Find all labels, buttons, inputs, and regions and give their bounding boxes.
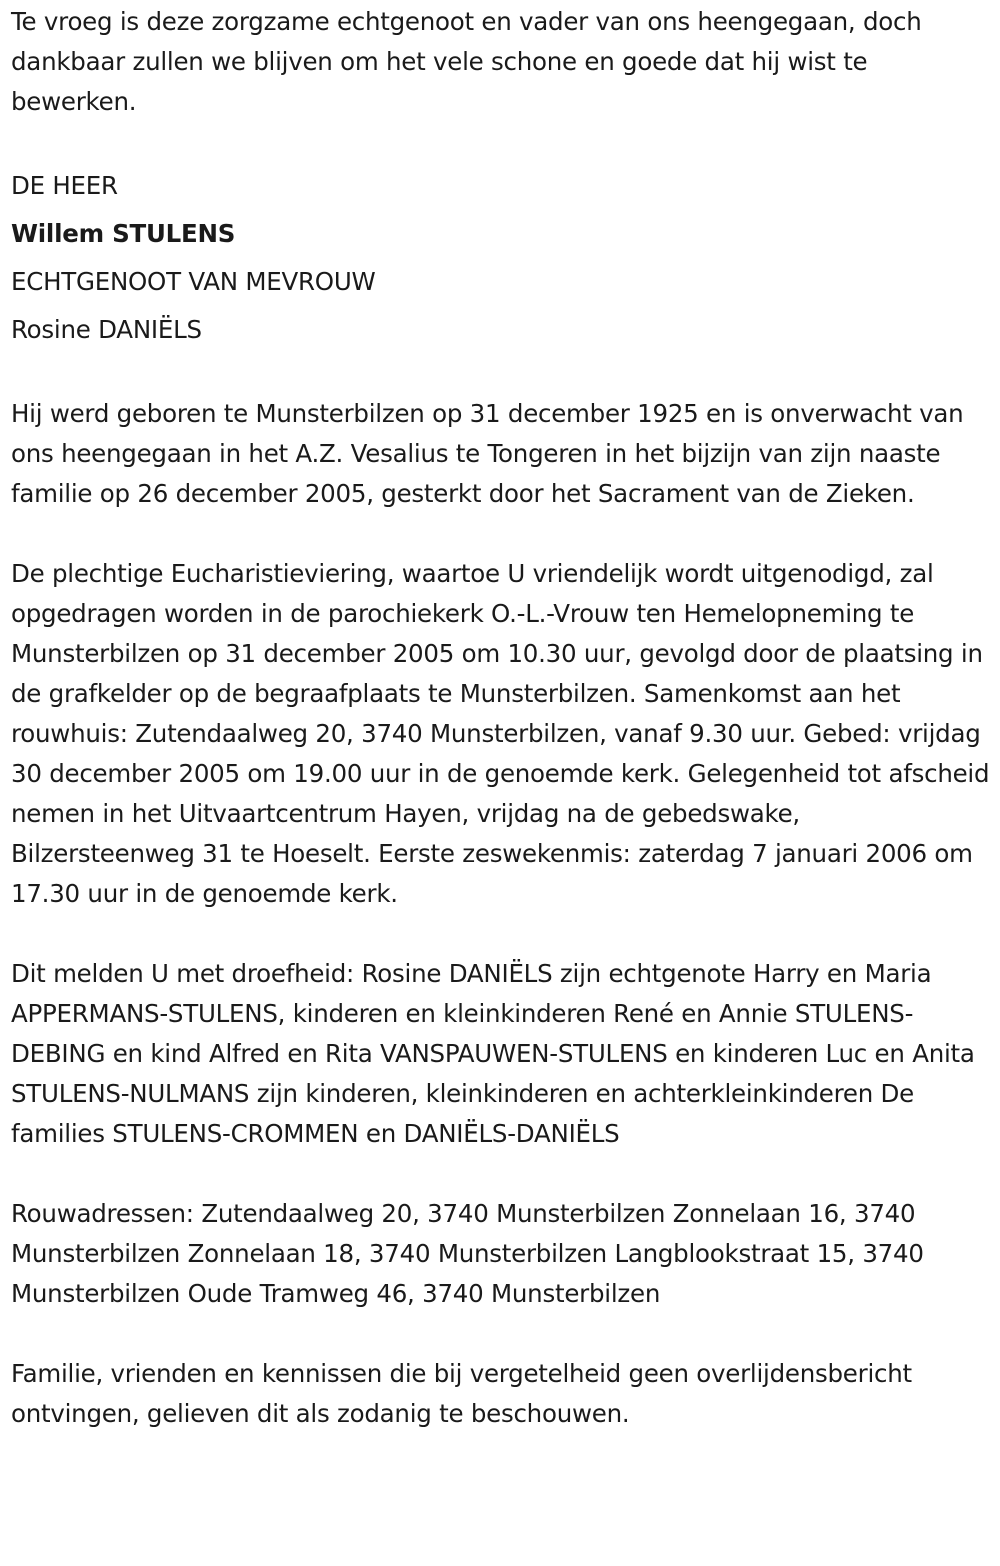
addresses-paragraph: Rouwadressen: Zutendaalweg 20, 3740 Munsterbilzen Zonnelaan 16, 3740 Munsterbilzen Zonnelaan 18, 3740 Munsterbilzen Langblookstraat 15, 3740 Munsterbilzen Oude Tramweg 46, 3740 Munsterbilzen: [11, 1199, 924, 1308]
deceased-name: Willem STULENS: [11, 219, 236, 248]
announcement-paragraph: Dit melden U met droefheid: Rosine DANIËLS zijn echtgenote Harry en Maria APPERMANS-STULENS, kinderen en kleinkinderen René en Annie STULENS-DEBING en kind Alfred en Rita VANSPAUWEN-STULENS en kinderen Luc en Anita STULENS-NULMANS zijn kinderen, kleinkinderen en achterkleinkinderen De families STULENS-CROMMEN en DANIËLS-DANIËLS: [11, 959, 975, 1148]
spouse-name: Rosine DANIËLS: [11, 315, 202, 344]
intro-paragraph: Te vroeg is deze zorgzame echtgenoot en vader van ons heengegaan, doch dankbaar zullen we blijven om het vele schone en goede dat hij wist te bewerken.: [11, 7, 922, 116]
closing-paragraph: Familie, vrienden en kennissen die bij vergetelheid geen overlijdensbericht ontvingen, gelieven dit als zodanig te beschouwen.: [11, 1359, 912, 1428]
birth-death-paragraph: Hij werd geboren te Munsterbilzen op 31 december 1925 en is onverwacht van ons heengegaan in het A.Z. Vesalius te Tongeren in het bijzijn van zijn naaste familie op 26 december 2005, gesterkt door het Sacrament van de Zieken.: [11, 399, 964, 508]
ceremony-paragraph: De plechtige Eucharistieviering, waartoe U vriendelijk wordt uitgenodigd, zal opgedragen worden in de parochiekerk O.-L.-Vrouw ten Hemelopneming te Munsterbilzen op 31 december 2005 om 10.30 uur, gevolgd door de plaatsing in de grafkelder op de begraafplaats te Munsterbilzen. Samenkomst aan het rouwhuis: Zutendaalweg 20, 3740 Munsterbilzen, vanaf 9.30 uur. Gebed: vrijdag 30 december 2005 om 19.00 uur in de genoemde kerk. Gelegenheid tot afscheid nemen in het Uitvaartcentrum Hayen, vrijdag na de gebedswake, Bilzersteenweg 31 te Hoeselt. Eerste zeswekenmis: zaterdag 7 januari 2006 om 17.30 uur in de genoemde kerk.: [11, 559, 990, 908]
spacer: [11, 914, 991, 954]
title-prefix: DE HEER: [11, 171, 118, 200]
spacer: [11, 1154, 991, 1194]
obituary-document: [11, 2, 991, 1434]
spacer: [11, 354, 991, 394]
spacer: [11, 514, 991, 554]
spacer: [11, 1314, 991, 1354]
spouse-prefix: ECHTGENOOT VAN MEVROUW: [11, 267, 376, 296]
spacer: [11, 122, 991, 162]
